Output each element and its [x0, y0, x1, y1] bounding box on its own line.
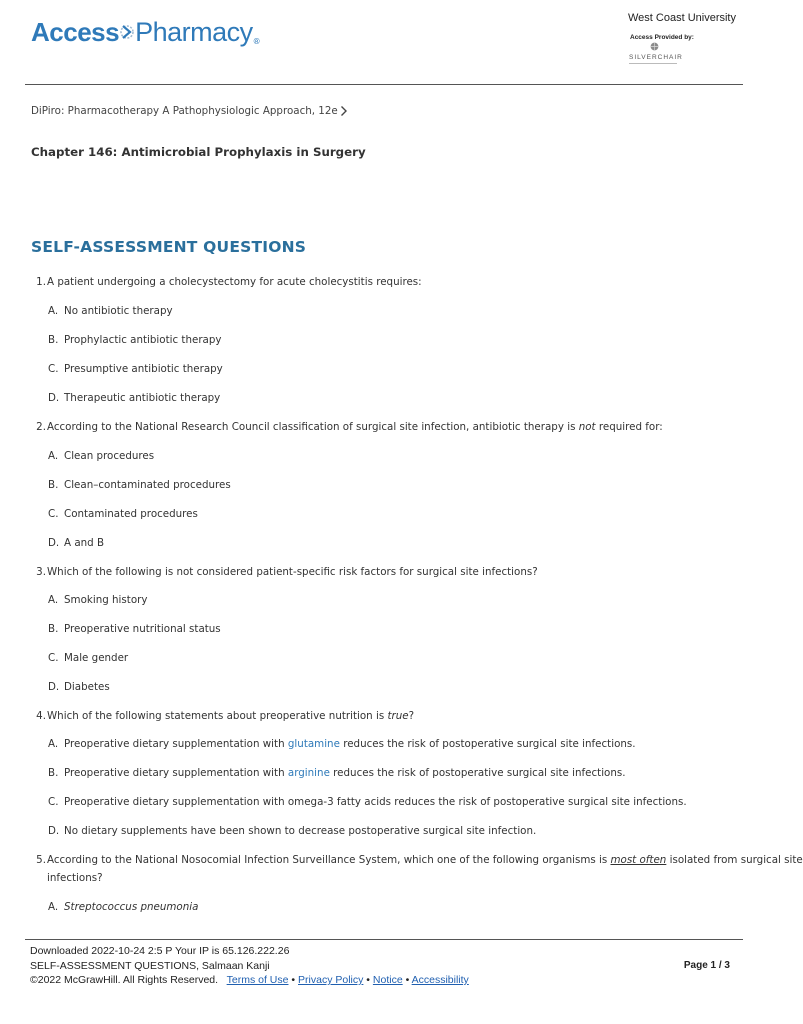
option-label: C.	[48, 796, 59, 808]
provider-divider	[629, 63, 677, 64]
option-text: Smoking history	[64, 594, 148, 606]
separator: •	[366, 974, 370, 986]
option-label: B.	[48, 334, 59, 346]
page-indicator: Page 1 / 3	[683, 960, 730, 971]
download-info: Downloaded 2022-10-24 2:5 P Your IP is 65.126.222.26	[30, 945, 290, 957]
option-text: Prophylactic antibiotic therapy	[64, 334, 222, 346]
header-divider	[25, 84, 743, 85]
option-label: D.	[48, 681, 60, 693]
notice-link[interactable]: Notice	[372, 974, 403, 986]
section-title: SELF-ASSESSMENT QUESTIONS	[31, 238, 307, 256]
question-text: According to the National Research Council classification of surgical site infection, antibiotic therapy is not required for:	[47, 421, 663, 433]
option-label: C.	[48, 363, 59, 375]
option-text: Male gender	[64, 652, 129, 664]
question-1	[31, 273, 741, 291]
option-text: Clean procedures	[64, 450, 155, 462]
access-provided-label: Access Provided by:	[630, 34, 694, 41]
breadcrumb-book-title[interactable]: DiPiro: Pharmacotherapy A Pathophysiologic Approach, 12e	[31, 105, 338, 117]
footer-divider	[25, 939, 743, 940]
option-label: C.	[48, 652, 59, 664]
question-text: A patient undergoing a cholecystectomy for acute cholecystitis requires:	[47, 276, 422, 288]
option-text: Contaminated procedures	[64, 508, 198, 520]
option-text: No antibiotic therapy	[64, 305, 173, 317]
option-text: No dietary supplements have been shown to decrease postoperative surgical site infection.	[64, 825, 537, 837]
silverchair-globe-icon	[650, 42, 659, 51]
question-number: 3.	[36, 566, 46, 578]
option-label: A.	[48, 305, 59, 317]
option-label: D.	[48, 392, 60, 404]
question-3	[31, 563, 741, 581]
option-label: A.	[48, 901, 59, 913]
access-pharmacy-logo[interactable]	[31, 12, 261, 52]
separator: •	[291, 974, 296, 986]
option-text: Therapeutic antibiotic therapy	[64, 392, 221, 404]
option-text: Preoperative dietary supplementation with glutamine reduces the risk of postoperative surgical site infections.	[64, 738, 636, 750]
gear-icon	[120, 19, 134, 45]
option-text: Streptococcus pneumonia	[64, 901, 199, 913]
option-label: B.	[48, 479, 59, 491]
accessibility-link[interactable]: Accessibility	[411, 974, 469, 986]
question-5	[31, 851, 803, 887]
option-text: Preoperative dietary supplementation with omega-3 fatty acids reduces the risk of postoperative surgical site infections.	[64, 796, 687, 808]
question-text: According to the National Nosocomial Infection Surveillance System, which one of the following organisms is most often isolated from surgical site infections?	[47, 854, 803, 884]
footer-links	[30, 974, 469, 986]
question-number: 4.	[36, 710, 46, 722]
option-label: B.	[48, 623, 59, 635]
option-label: A.	[48, 594, 59, 606]
emphasis-true: true	[387, 710, 409, 722]
terms-of-use-link[interactable]: Terms of Use	[226, 974, 289, 986]
question-number: 1.	[36, 276, 46, 288]
breadcrumb[interactable]	[31, 105, 348, 117]
option-label: C.	[48, 508, 59, 520]
emphasis-not: not	[578, 421, 596, 433]
chapter-title: Chapter 146: Antimicrobial Prophylaxis in Surgery	[31, 145, 366, 159]
option-label: A.	[48, 738, 59, 750]
option-label: B.	[48, 767, 59, 779]
option-label: D.	[48, 825, 60, 837]
question-4	[31, 707, 741, 725]
option-text: Preoperative dietary supplementation with arginine reduces the risk of postoperative surgical site infections.	[64, 767, 626, 779]
question-2	[31, 418, 741, 436]
page-header	[0, 0, 768, 85]
option-label: A.	[48, 450, 59, 462]
option-text: Preoperative nutritional status	[64, 623, 221, 635]
option-text: Presumptive antibiotic therapy	[64, 363, 223, 375]
separator: •	[405, 974, 410, 986]
copyright: ©2022 McGrawHill. All Rights Reserved.	[30, 974, 219, 986]
question-number: 5.	[36, 854, 46, 866]
question-number: 2.	[36, 421, 46, 433]
logo-access-text: Access	[31, 16, 120, 47]
registered-mark: ®	[252, 37, 261, 46]
arginine-link[interactable]: arginine	[287, 767, 330, 779]
privacy-policy-link[interactable]: Privacy Policy	[298, 974, 364, 986]
question-text: Which of the following statements about preoperative nutrition is true?	[47, 710, 415, 722]
question-text: Which of the following is not considered patient-specific risk factors for surgical site infections?	[47, 566, 538, 578]
glutamine-link[interactable]: glutamine	[287, 738, 340, 750]
institution-name: West Coast University	[628, 12, 736, 24]
logo-pharmacy-text: Pharmacy	[135, 16, 253, 47]
option-label: D.	[48, 537, 60, 549]
option-text: Clean–contaminated procedures	[64, 479, 231, 491]
chevron-right-icon	[340, 105, 348, 117]
option-text: A and B	[64, 537, 105, 549]
emphasis-most-often: most often	[610, 854, 667, 866]
document-title: SELF-ASSESSMENT QUESTIONS, Salmaan Kanji	[30, 960, 270, 972]
silverchair-logo: SILVERCHAIR	[629, 54, 683, 61]
option-text: Diabetes	[64, 681, 110, 693]
